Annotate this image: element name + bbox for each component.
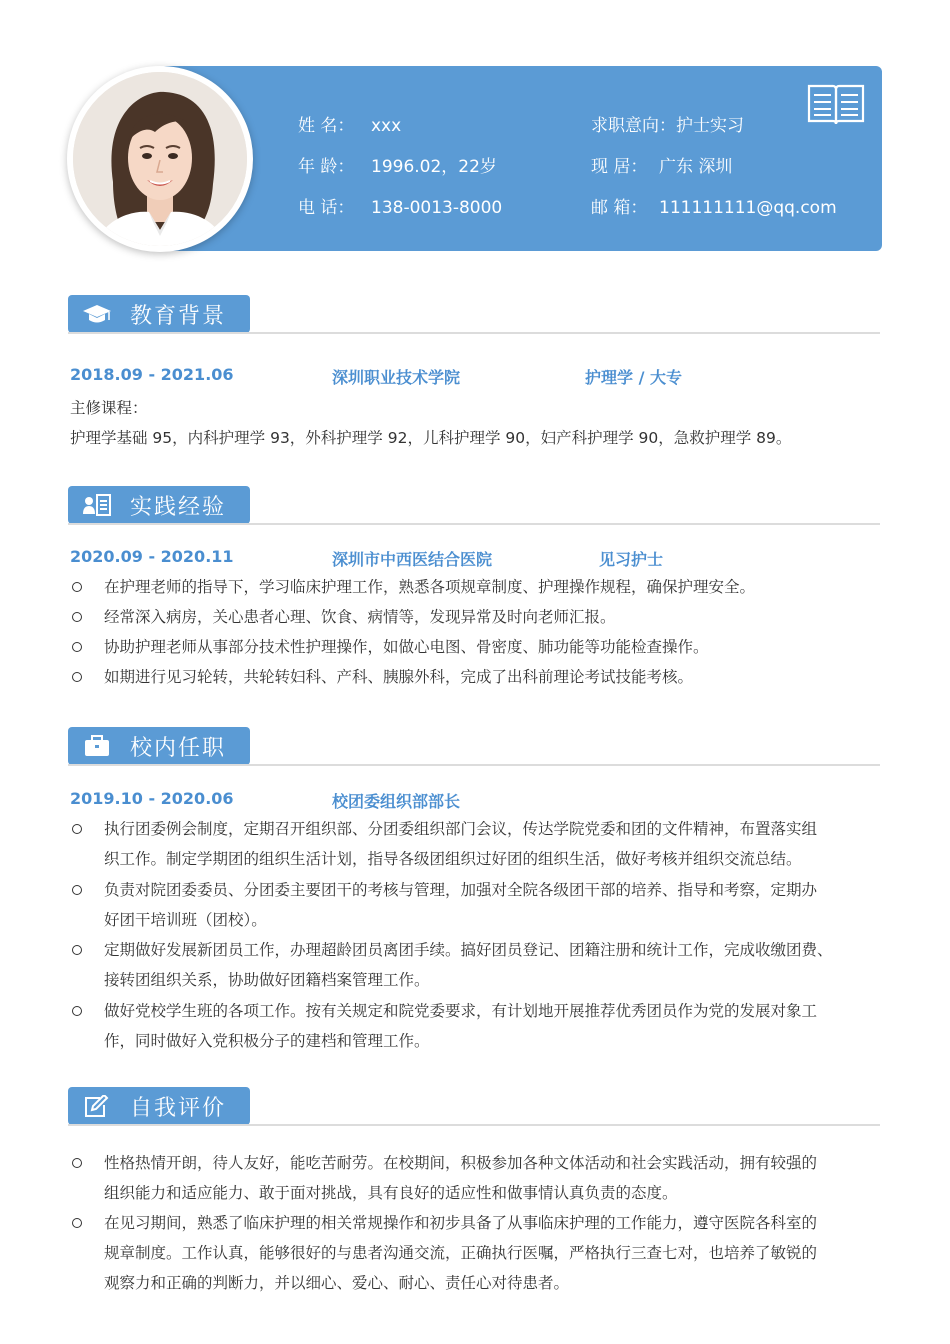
- email-row: [591, 193, 837, 218]
- residence-value: 广东 深圳: [659, 157, 733, 177]
- list-item: 在见习期间，熟悉了临床护理的相关常规操作和初步具备了从事临床护理的工作能力，遵守医院各科室的 规章制度。工作认真，能够很好的与患者沟通交流，正确执行医嘱，严格执行三查七对，也培养了敏锐的 观察力和正确的判断力，并以细心、爱心、耐心、责任心对待患者。: [70, 1208, 882, 1298]
- bullet-circle-icon: [72, 885, 82, 895]
- briefcase-icon: [82, 735, 112, 757]
- bullet-circle-icon: [72, 672, 82, 682]
- avatar: [73, 72, 247, 246]
- intent-label: 求职意向：: [591, 116, 676, 136]
- edit-icon: [82, 1095, 112, 1117]
- list-item: 定期做好发展新团员工作，办理超龄团员离团手续。搞好团员登记、团籍注册和统计工作，完成收缴团费、 接转团组织关系，协助做好团籍档案管理工作。: [70, 935, 882, 995]
- education-school: 深圳职业技术学院: [332, 368, 461, 387]
- bullet-circle-icon: [72, 1218, 82, 1228]
- intent-row: [591, 111, 744, 136]
- bullet-circle-icon: [72, 824, 82, 834]
- campus-title: 校内任职: [130, 736, 227, 761]
- list-item: 做好党校学生班的各项工作。按有关规定和院党委要求，有计划地开展推荐优秀团员作为党的发展对象工 作，同时做好入党积极分子的建档和管理工作。: [70, 996, 882, 1056]
- courses-list: 护理学基础 95，内科护理学 93，外科护理学 92，儿科护理学 90，妇产科护理学 90，急救护理学 89。: [70, 429, 792, 447]
- list-item: 经常深入病房，关心患者心理、饮食、病情等，发现异常及时向老师汇报。: [70, 602, 882, 632]
- practice-section-header: [68, 486, 250, 524]
- campus-period: 2019.10 - 2020.06: [70, 789, 234, 808]
- education-period: 2018.09 - 2021.06: [70, 365, 234, 384]
- bullet-circle-icon: [72, 642, 82, 652]
- age-row: [298, 152, 497, 177]
- bullet-circle-icon: [72, 1158, 82, 1168]
- residence-label: 现 居：: [591, 157, 648, 177]
- age-label: 年 龄：: [298, 157, 355, 177]
- list-item: 协助护理老师从事部分技术性护理操作，如做心电图、骨密度、肺功能等功能检查操作。: [70, 632, 882, 662]
- avatar-frame: [67, 66, 253, 252]
- age-value: 1996.02，22岁: [371, 157, 497, 177]
- section-divider: [68, 332, 880, 334]
- list-item: 执行团委例会制度，定期召开组织部、分团委组织部门会议，传达学院党委和团的文件精神，布置落实组 织工作。制定学期团的组织生活计划，指导各级团组织过好团的组织生活，做好考核并组织交流总结。: [70, 814, 882, 874]
- header-band: [160, 66, 882, 251]
- email-value: 111111111@qq.com: [659, 198, 837, 218]
- campus-position: 校团委组织部部长: [332, 792, 461, 811]
- id-card-icon: [82, 494, 112, 516]
- section-divider: [68, 523, 880, 525]
- section-divider: [68, 1124, 880, 1126]
- practice-role: 见习护士: [599, 550, 664, 569]
- phone-label: 电 话：: [298, 198, 355, 218]
- education-section-header: [68, 295, 250, 333]
- self-title: 自我评价: [130, 1096, 227, 1121]
- practice-hospital: 深圳市中西医结合医院: [332, 550, 493, 569]
- list-item: 负责对院团委委员、分团委主要团干的考核与管理，加强对全院各级团干部的培养、指导和考察，定期办 好团干培训班（团校）。: [70, 875, 882, 935]
- phone-value: 138-0013-8000: [371, 198, 503, 218]
- bullet-circle-icon: [72, 612, 82, 622]
- name-row: [298, 111, 401, 136]
- courses-label: 主修课程：: [70, 399, 148, 417]
- education-title: 教育背景: [130, 304, 227, 329]
- name-value: xxx: [371, 116, 402, 136]
- list-item: 如期进行见习轮转，共轮转妇科、产科、胰腺外科，完成了出科前理论考试技能考核。: [70, 662, 882, 692]
- bullet-circle-icon: [72, 1006, 82, 1016]
- graduation-cap-icon: [82, 303, 112, 325]
- practice-title: 实践经验: [130, 495, 227, 520]
- campus-section-header: [68, 727, 250, 765]
- email-label: 邮 箱：: [591, 198, 648, 218]
- section-divider: [68, 764, 880, 766]
- phone-row: [298, 193, 502, 218]
- education-major: 护理学 / 大专: [585, 368, 682, 387]
- residence-row: [591, 152, 732, 177]
- intent-value: 护士实习: [676, 116, 744, 136]
- list-item: 性格热情开朗，待人友好，能吃苦耐劳。在校期间，积极参加各种文体活动和社会实践活动，拥有较强的 组织能力和适应能力、敢于面对挑战，具有良好的适应性和做事情认真负责的态度。: [70, 1148, 882, 1208]
- book-icon: [806, 82, 866, 128]
- list-item: 在护理老师的指导下，学习临床护理工作，熟悉各项规章制度、护理操作规程，确保护理安全。: [70, 572, 882, 602]
- name-label: 姓 名：: [298, 116, 355, 136]
- practice-period: 2020.09 - 2020.11: [70, 547, 234, 566]
- bullet-circle-icon: [72, 945, 82, 955]
- bullet-circle-icon: [72, 582, 82, 592]
- self-section-header: [68, 1087, 250, 1125]
